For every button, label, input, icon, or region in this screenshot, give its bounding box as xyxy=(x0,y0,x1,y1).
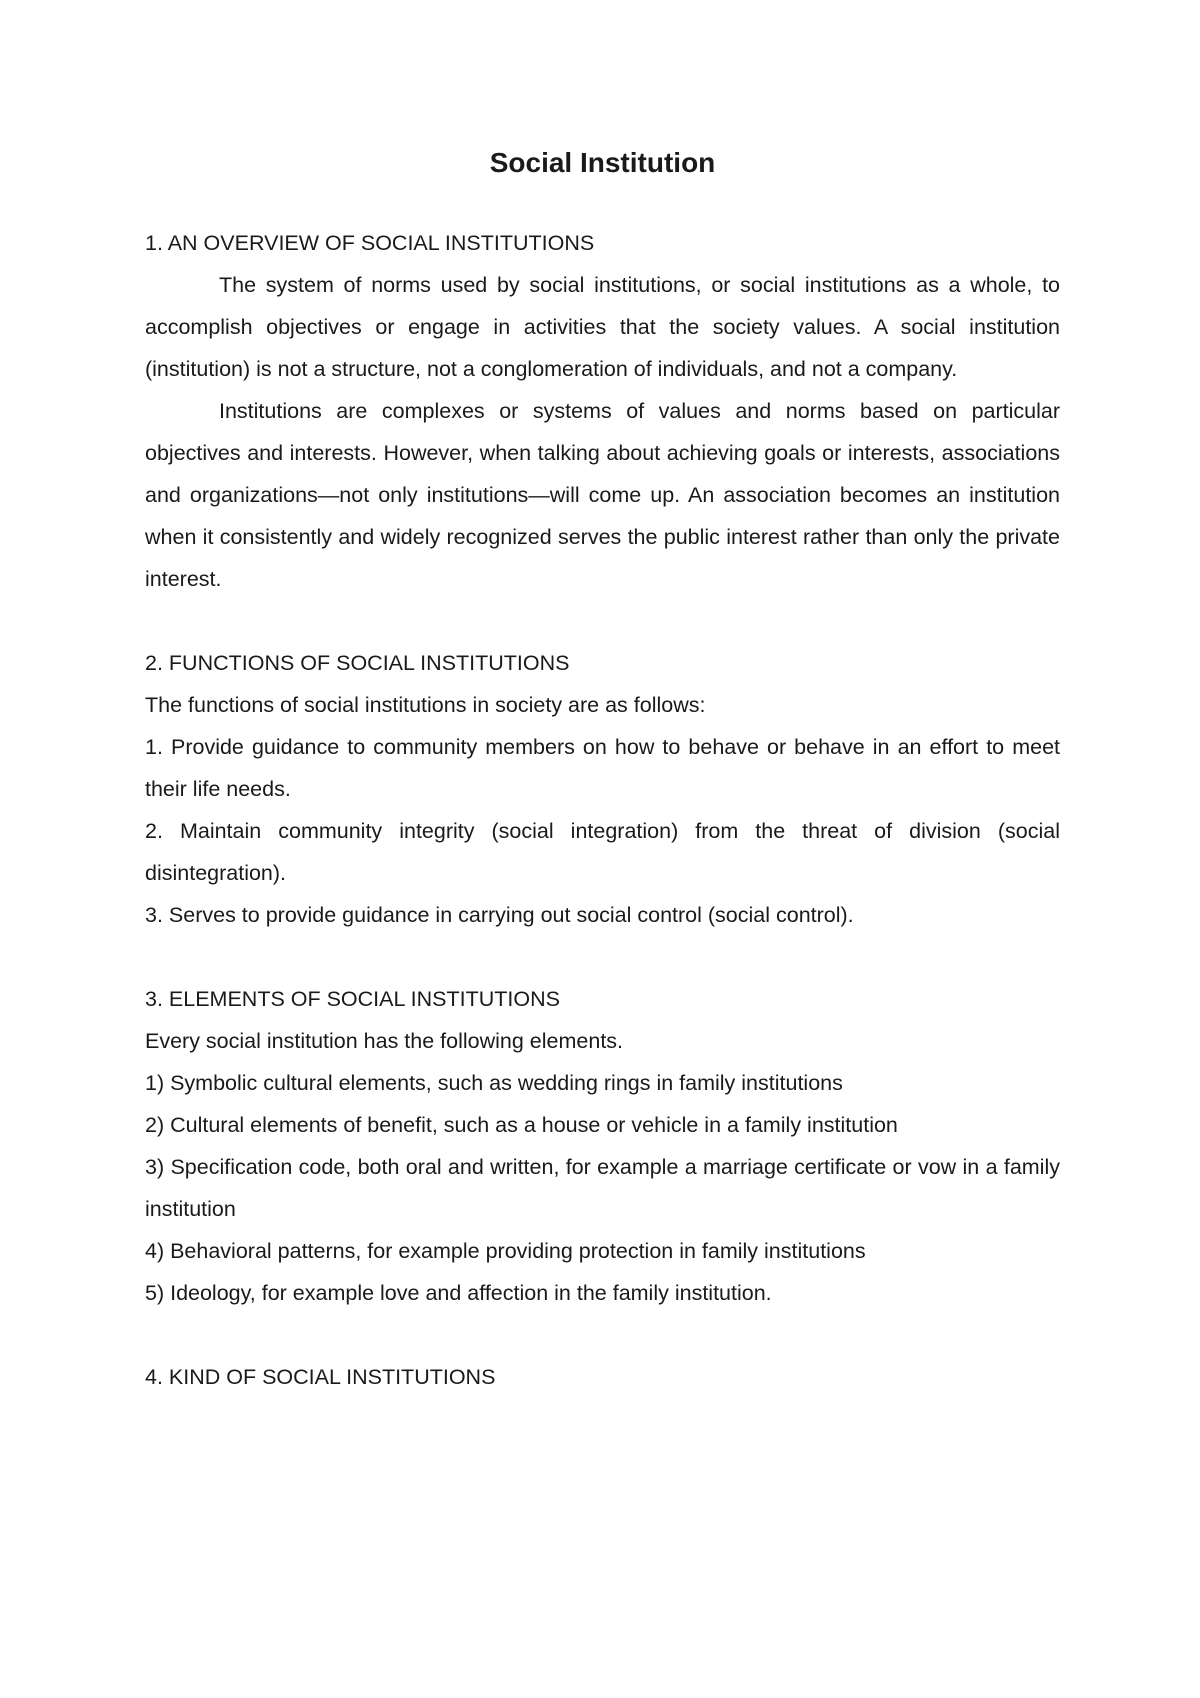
list-item: 5) Ideology, for example love and affection in the family institution. xyxy=(145,1281,772,1305)
section-intro: The functions of social institutions in society are as follows: xyxy=(145,693,706,717)
section-heading: 1. AN OVERVIEW OF SOCIAL INSTITUTIONS xyxy=(145,231,595,255)
list-item: 2. Maintain community integrity (social integration) from the threat of division (social disintegration). xyxy=(145,819,1060,885)
list-item: 1) Symbolic cultural elements, such as wedding rings in family institutions xyxy=(145,1071,843,1095)
section-functions xyxy=(145,642,1060,936)
paragraph: Institutions are complexes or systems of values and norms based on particular objectives and interests. However, when talking about achieving goals or interests, associations and organizations—not only institutions—will come up. An association becomes an institution when it consistently and widely recognized serves the public interest rather than only the private interest. xyxy=(145,399,1060,591)
section-overview xyxy=(145,222,1060,600)
document-page xyxy=(145,138,1060,1440)
section-heading: 2. FUNCTIONS OF SOCIAL INSTITUTIONS xyxy=(145,651,570,675)
section-kinds xyxy=(145,1356,1060,1398)
list-item: 2) Cultural elements of benefit, such as a house or vehicle in a family institution xyxy=(145,1113,898,1137)
list-item: 3. Serves to provide guidance in carrying out social control (social control). xyxy=(145,903,854,927)
paragraph: The system of norms used by social institutions, or social institutions as a whole, to accomplish objectives or engage in activities that the society values. A social institution (institution) is not a structure, not a conglomeration of individuals, and not a company. xyxy=(145,273,1060,381)
section-elements xyxy=(145,978,1060,1314)
list-item: 4) Behavioral patterns, for example providing protection in family institutions xyxy=(145,1239,866,1263)
section-heading: 4. KIND OF SOCIAL INSTITUTIONS xyxy=(145,1365,496,1389)
section-intro: Every social institution has the following elements. xyxy=(145,1029,624,1053)
document-title: Social Institution xyxy=(489,147,716,178)
list-item: 3) Specification code, both oral and written, for example a marriage certificate or vow in a family institution xyxy=(145,1155,1060,1221)
section-heading: 3. ELEMENTS OF SOCIAL INSTITUTIONS xyxy=(145,987,560,1011)
list-item: 1. Provide guidance to community members on how to behave or behave in an effort to meet their life needs. xyxy=(145,735,1060,801)
